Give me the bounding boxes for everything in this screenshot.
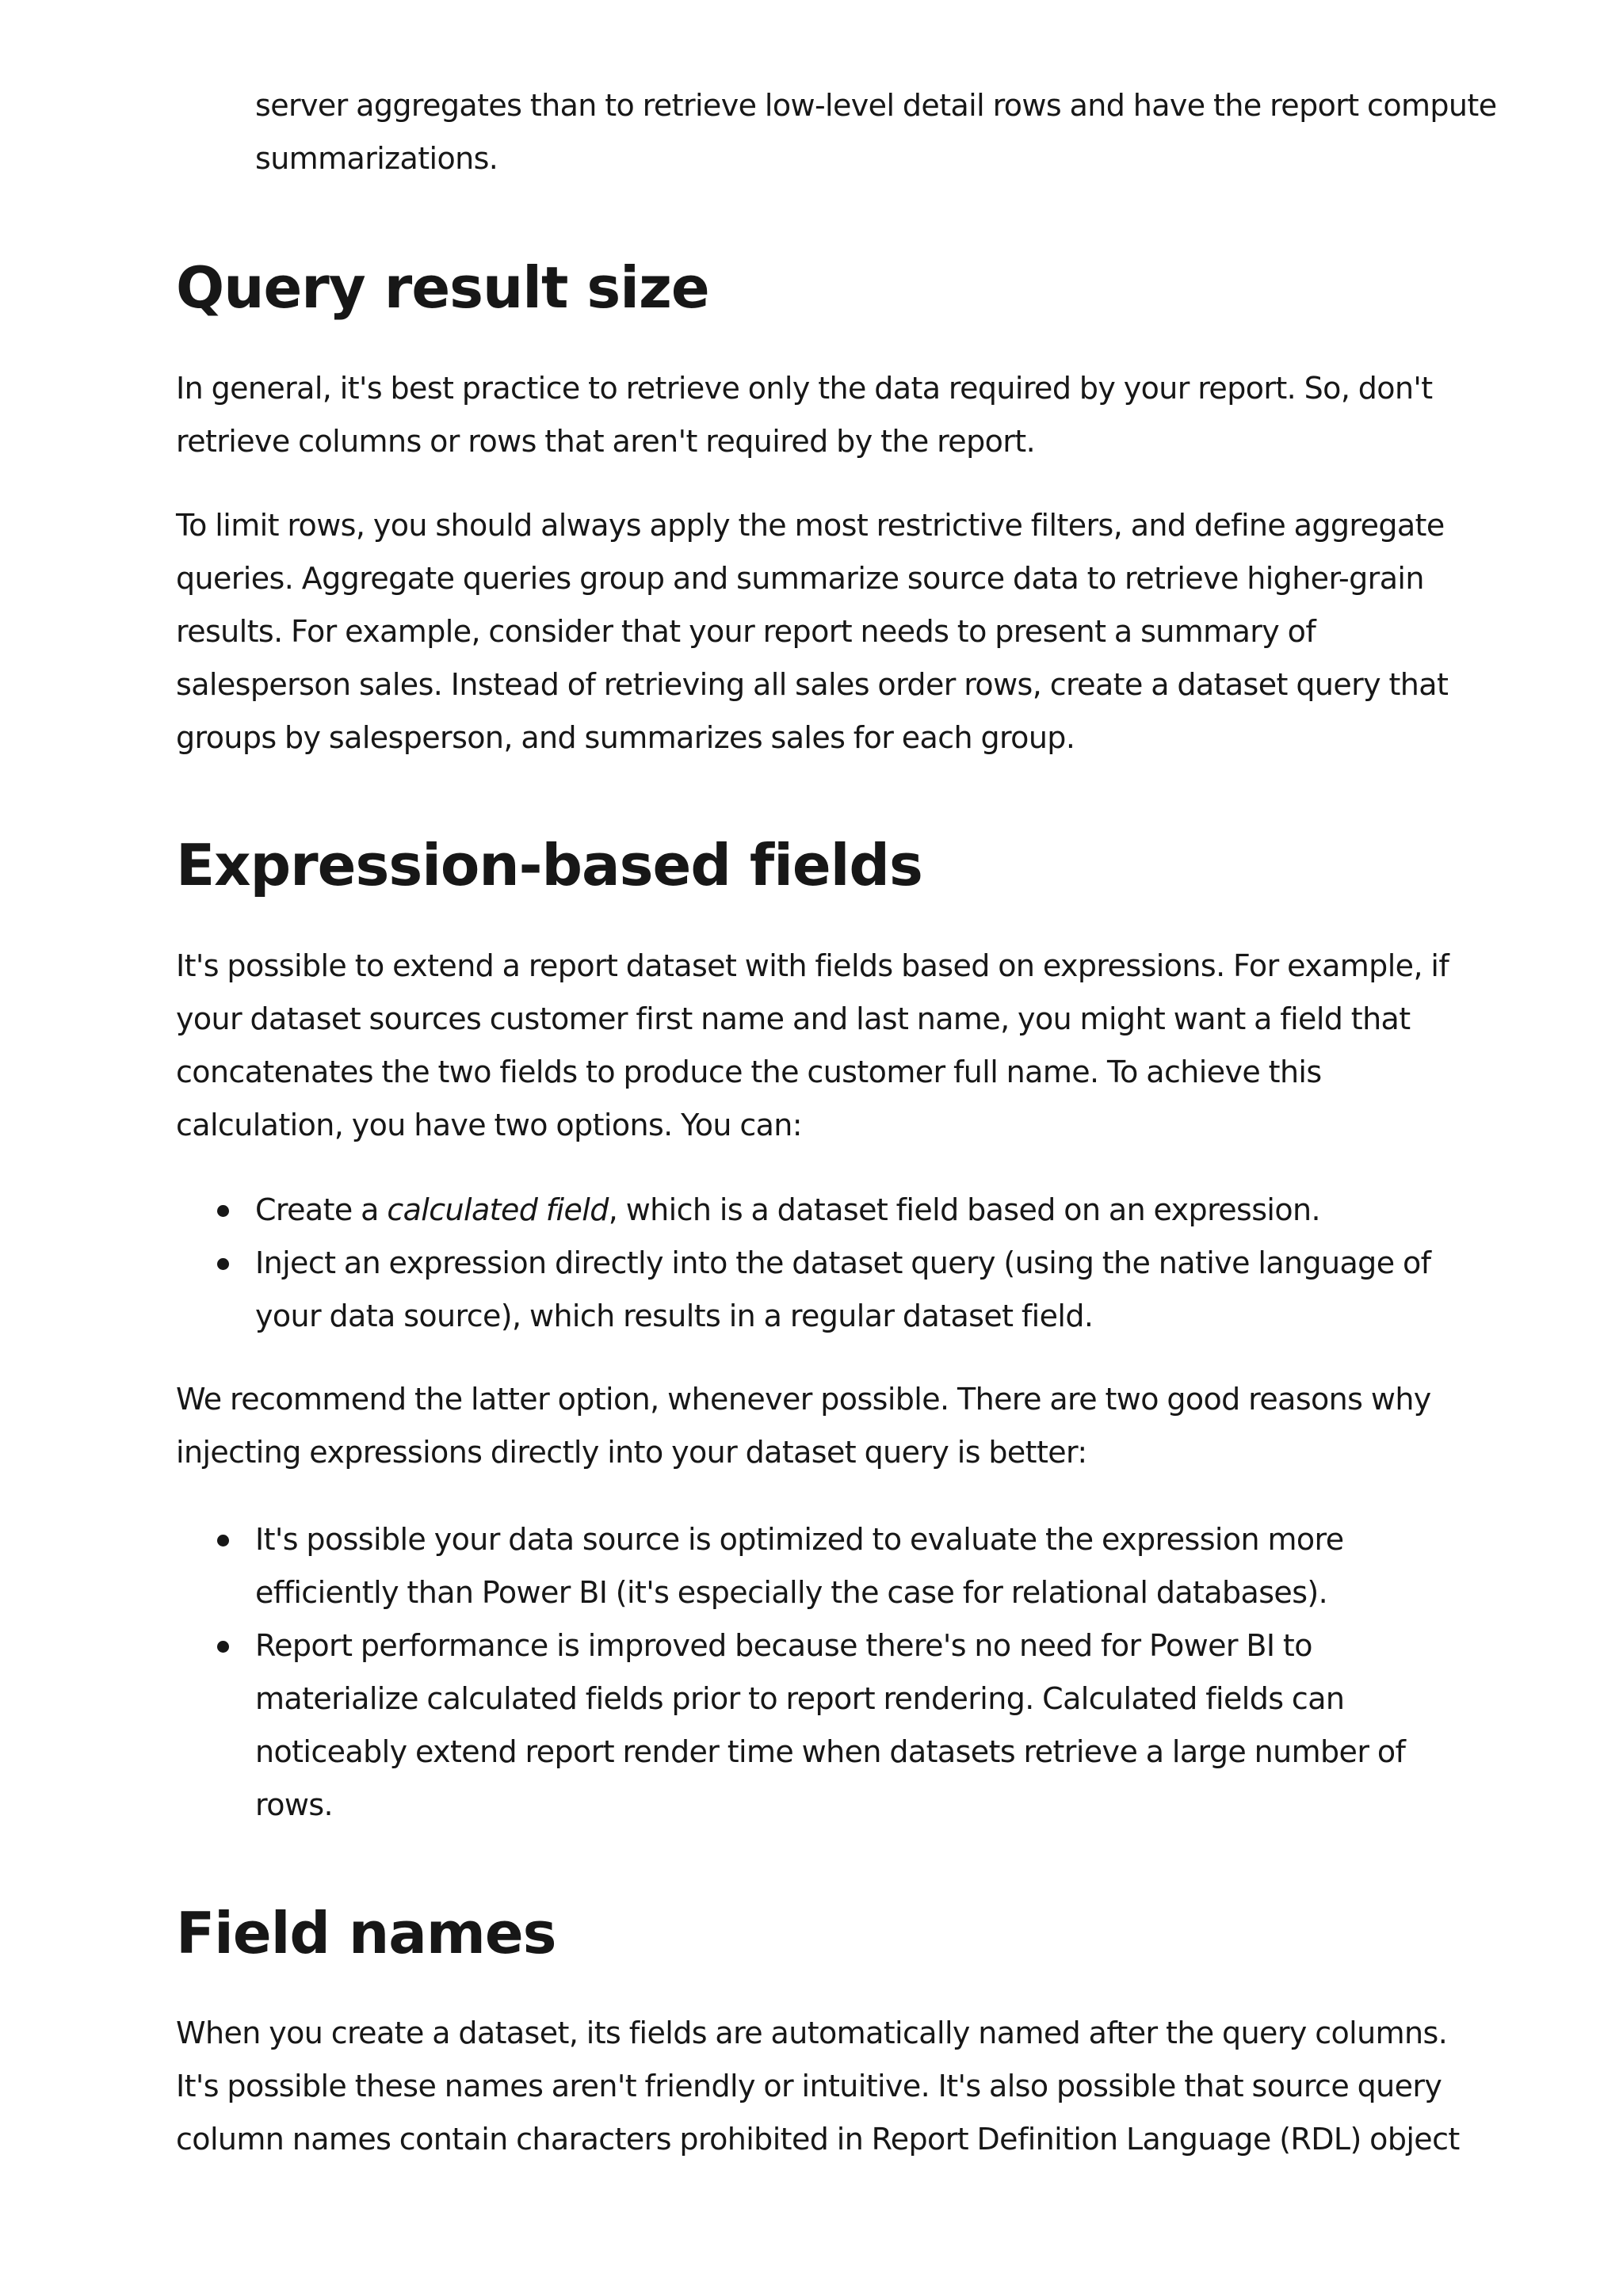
option-1-text-after: , which is a dataset field based on an expression. bbox=[608, 1192, 1321, 1227]
bullet-icon bbox=[217, 1205, 229, 1217]
heading-expression-based-fields: Expression-based fields bbox=[176, 832, 922, 898]
query-result-size-paragraph-2: To limit rows, you should always apply the most restrictive filters, and define aggregate queries. Aggregate queries group and summarize source data to retrieve higher-grain results. For example, consider that your report needs to present a summary of salesperson sales. Instead of retrieving all sales order rows, create a dataset query that groups by salesperson, and summarizes sales for each group. bbox=[176, 508, 1449, 755]
list-item bbox=[176, 1513, 1476, 1619]
reasons-list bbox=[176, 1513, 1476, 1832]
expression-fields-paragraph-1: It's possible to extend a report dataset with fields based on expressions. For example, if your dataset sources customer first name and last name, you might want a field that concatenates the two fields to produce the customer full name. To achieve this calculation, you have two options. You can: bbox=[176, 948, 1449, 1142]
heading-query-result-size: Query result size bbox=[176, 254, 709, 321]
option-1-text-before: Create a bbox=[255, 1192, 388, 1227]
heading-field-names: Field names bbox=[176, 1900, 556, 1966]
list-item bbox=[176, 1237, 1476, 1343]
option-2-text: Inject an expression directly into the dataset query (using the native language of your data source), which results in a regular dataset field. bbox=[255, 1245, 1431, 1333]
bullet-icon bbox=[217, 1258, 229, 1270]
intro-continuation-text: server aggregates than to retrieve low-level detail rows and have the report compute summarizations. bbox=[255, 88, 1497, 176]
bullet-icon bbox=[217, 1535, 229, 1547]
list-item bbox=[176, 1184, 1476, 1237]
calculated-field-term: calculated field bbox=[387, 1192, 609, 1227]
expression-options-list bbox=[176, 1184, 1476, 1343]
expression-fields-paragraph-2: We recommend the latter option, whenever possible. There are two good reasons why injecting expressions directly into your dataset query is better: bbox=[176, 1382, 1431, 1470]
bullet-icon bbox=[217, 1641, 229, 1653]
query-result-size-paragraph-1: In general, it's best practice to retrieve only the data required by your report. So, don't retrieve columns or rows that aren't required by the report. bbox=[176, 371, 1433, 459]
field-names-paragraph: When you create a dataset, its fields are automatically named after the query columns. It's possible these names aren't friendly or intuitive. It's also possible that source query column names contain characters prohibited in Report Definition Language (RDL) object bbox=[176, 2016, 1460, 2157]
list-item bbox=[176, 1619, 1476, 1832]
reason-1-text: It's possible your data source is optimized to evaluate the expression more efficiently than Power BI (it's especially the case for relational databases). bbox=[255, 1522, 1344, 1610]
reason-2-text: Report performance is improved because there's no need for Power BI to materialize calculated fields prior to report rendering. Calculated fields can noticeably extend report render time when datasets retrieve a large number of rows. bbox=[255, 1628, 1406, 1822]
